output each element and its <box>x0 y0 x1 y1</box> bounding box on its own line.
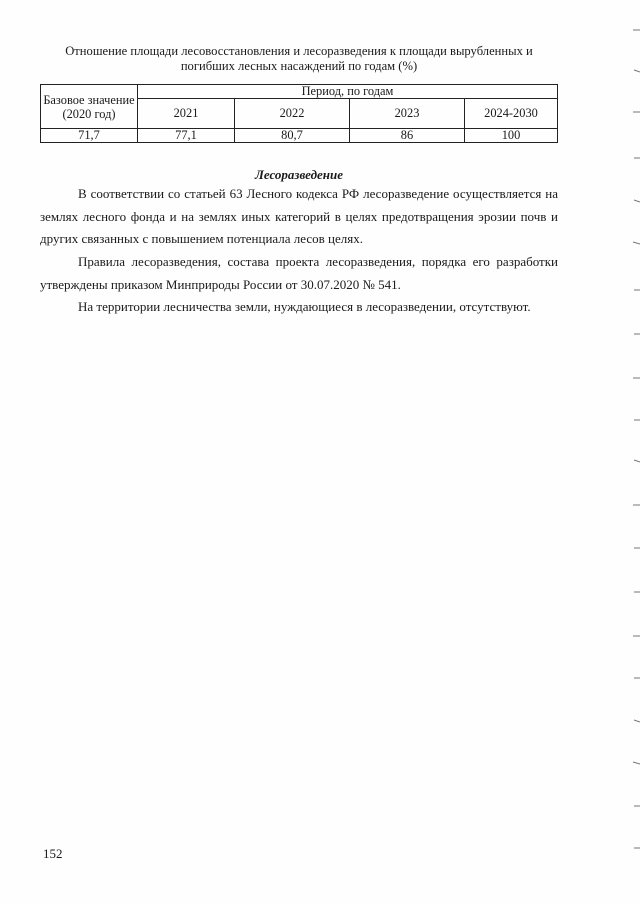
paragraph: В соответствии со статьей 63 Лесного кодекса РФ лесоразведение осуществляется на землях лесного фонда и на землях иных категорий в целях предотвращения эрозии почв и других связанных с повышением потенциала лесов целях. <box>40 186 558 246</box>
base-value-header: Базовое значение (2020 год) <box>41 85 138 129</box>
section-heading: Лесоразведение <box>254 167 344 182</box>
paragraph: На территории лесничества земли, нуждающиеся в лесоразведении, отсутствуют. <box>78 299 531 314</box>
year-header: 2024-2030 <box>465 99 558 129</box>
year-header: 2021 <box>138 99 235 129</box>
paragraph: Правила лесоразведения, состава проекта лесоразведения, порядка его разработки утверждены приказом Минприроды России от 30.07.2020 № 541. <box>40 254 558 292</box>
page-number: 152 <box>43 846 63 861</box>
table-values-row <box>41 129 558 143</box>
year-header: 2022 <box>235 99 350 129</box>
base-value-cell: 71,7 <box>41 129 138 143</box>
period-header: Период, по годам <box>138 85 558 99</box>
table-header-row <box>41 85 558 99</box>
value-cell: 77,1 <box>138 129 235 143</box>
value-cell: 80,7 <box>235 129 350 143</box>
table-caption: Отношение площади лесовосстановления и лесоразведения к площади вырубленных и погибших лесных насаждений по годам (%) <box>65 44 533 73</box>
value-cell: 100 <box>465 129 558 143</box>
reforestation-ratio-table <box>40 84 558 143</box>
value-cell: 86 <box>350 129 465 143</box>
scan-edge-marks <box>620 0 640 905</box>
year-header: 2023 <box>350 99 465 129</box>
